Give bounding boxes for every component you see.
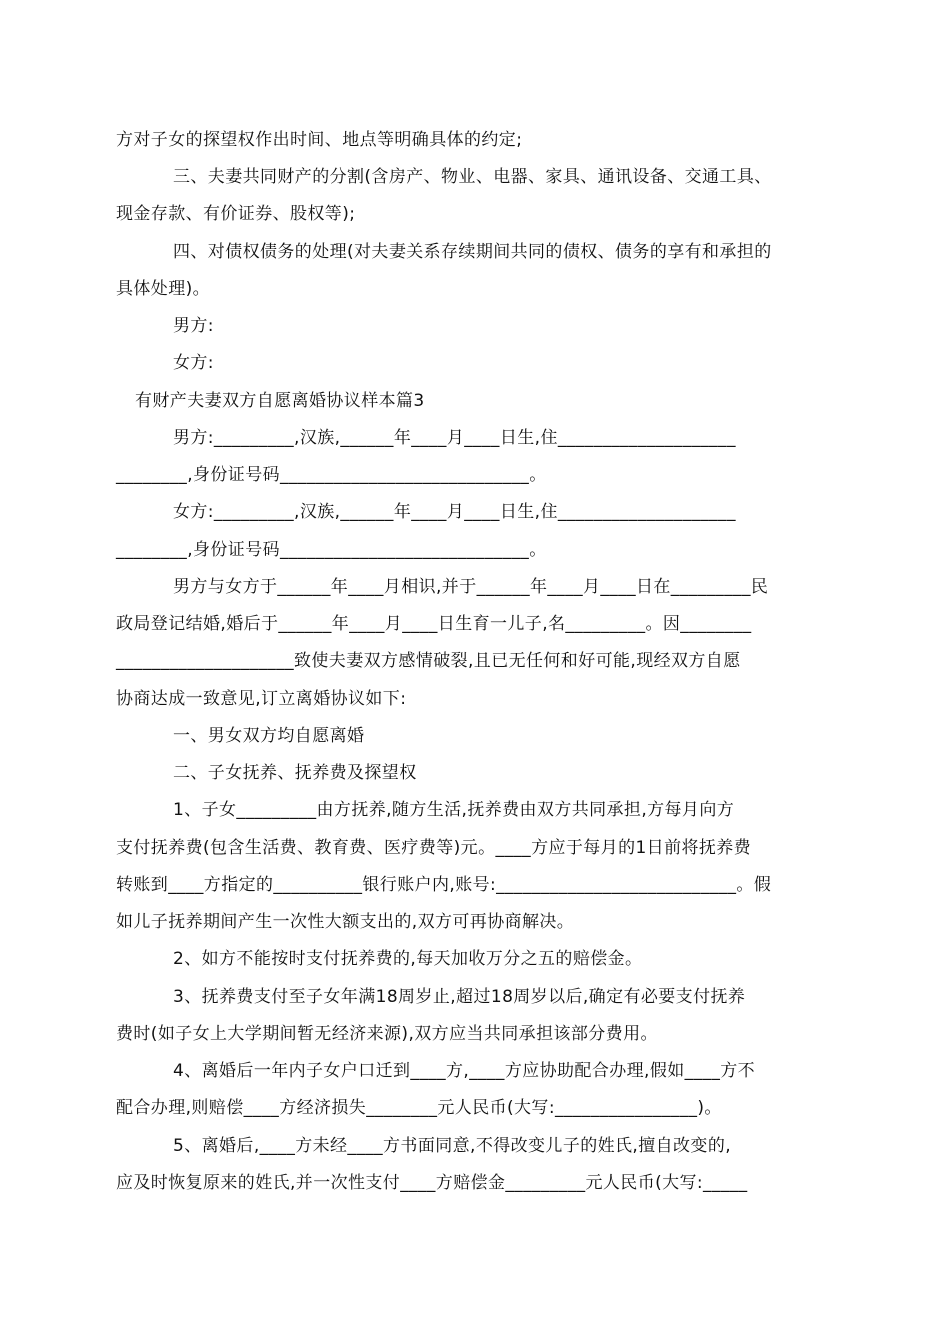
- paragraph-line: 1、子女_________由方抚养,随方生活,抚养费由双方共同承担,方每月向方: [173, 800, 735, 820]
- paragraph-line: 一、男女双方均自愿离婚: [173, 726, 365, 746]
- paragraph-line: 具体处理)。: [116, 279, 211, 299]
- paragraph-line: 费时(如子女上大学期间暂无经济来源),双方应当共同承担该部分费用。: [116, 1024, 658, 1044]
- paragraph-line: 男方:_________,汉族,______年____月____日生,住____________________: [173, 428, 736, 448]
- paragraph-line: 协商达成一致意见,订立离婚协议如下:: [116, 689, 407, 709]
- paragraph-line: 方对子女的探望权作出时间、地点等明确具体的约定;: [116, 130, 523, 150]
- paragraph-line: 政局登记结婚,婚后于______年____月____日生育一儿子,名_________。因________: [116, 614, 752, 634]
- paragraph-line: 女方:_________,汉族,______年____月____日生,住____________________: [173, 502, 736, 522]
- paragraph-line: 应及时恢复原来的姓氏,并一次性支付____方赔偿金_________元人民币(大写:_____: [116, 1173, 748, 1193]
- paragraph-line: 三、夫妻共同财产的分割(含房产、物业、电器、家具、通讯设备、交通工具、: [173, 167, 772, 187]
- paragraph-line: 转账到____方指定的__________银行账户内,账号:___________________________。假: [116, 875, 772, 895]
- paragraph-line: 二、子女抚养、抚养费及探望权: [173, 763, 417, 783]
- paragraph-line: 四、对债权债务的处理(对夫妻关系存续期间共同的债权、债务的享有和承担的: [173, 242, 772, 262]
- paragraph-line: 配合办理,则赔偿____方经济损失________元人民币(大写:________________)。: [116, 1098, 722, 1118]
- section-title: 有财产夫妻双方自愿离婚协议样本篇3: [135, 391, 425, 411]
- paragraph-line: ________,身份证号码____________________________。: [116, 465, 547, 485]
- paragraph-line: 现金存款、有价证券、股权等);: [116, 204, 356, 224]
- paragraph-line: ____________________致使夫妻双方感情破裂,且已无任何和好可能,现经双方自愿: [116, 651, 741, 671]
- paragraph-line: 5、离婚后,____方未经____方书面同意,不得改变儿子的姓氏,擅自改变的,: [173, 1136, 732, 1156]
- paragraph-line: 2、如方不能按时支付抚养费的,每天加收万分之五的赔偿金。: [173, 949, 643, 969]
- signature-female: 女方:: [173, 353, 214, 373]
- paragraph-line: ________,身份证号码____________________________。: [116, 540, 547, 560]
- paragraph-line: 如儿子抚养期间产生一次性大额支出的,双方可再协商解决。: [116, 912, 575, 932]
- paragraph-line: 支付抚养费(包含生活费、教育费、医疗费等)元。____方应于每月的1日前将抚养费: [116, 838, 752, 858]
- paragraph-line: 3、抚养费支付至子女年满18周岁止,超过18周岁以后,确定有必要支付抚养: [173, 987, 746, 1007]
- paragraph-line: 4、离婚后一年内子女户口迁到____方,____方应协助配合办理,假如____方不: [173, 1061, 756, 1081]
- paragraph-line: 男方与女方于______年____月相识,并于______年____月____日在_________民: [173, 577, 769, 597]
- signature-male: 男方:: [173, 316, 214, 336]
